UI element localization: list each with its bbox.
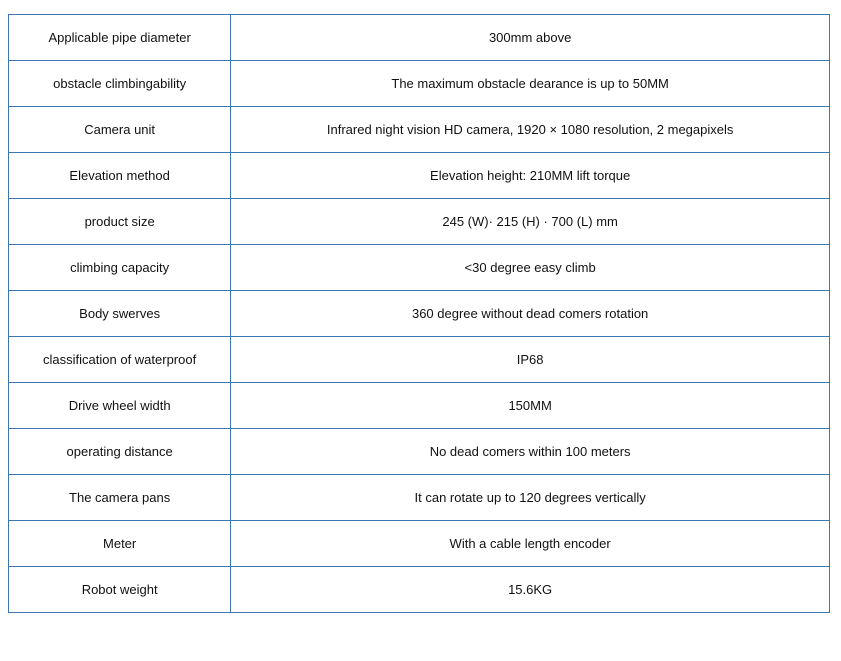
table-row: [9, 61, 830, 107]
spec-table: [8, 14, 830, 613]
table-row: [9, 383, 830, 429]
spec-value: 360 degree without dead comers rotation: [231, 291, 830, 337]
table-row: [9, 291, 830, 337]
spec-value: Elevation height: 210MM lift torque: [231, 153, 830, 199]
spec-value: 15.6KG: [231, 567, 830, 613]
spec-label: Robot weight: [9, 567, 231, 613]
table-row: [9, 15, 830, 61]
spec-label: product size: [9, 199, 231, 245]
spec-label: obstacle climbingability: [9, 61, 231, 107]
table-row: [9, 153, 830, 199]
spec-label: classification of waterproof: [9, 337, 231, 383]
spec-label: Body swerves: [9, 291, 231, 337]
spec-value: Infrared night vision HD camera, 1920 × 1080 resolution, 2 megapixels: [231, 107, 830, 153]
table-row: [9, 107, 830, 153]
spec-label: Elevation method: [9, 153, 231, 199]
spec-table-body: [9, 15, 830, 613]
spec-label: Meter: [9, 521, 231, 567]
spec-value: With a cable length encoder: [231, 521, 830, 567]
spec-label: Applicable pipe diameter: [9, 15, 231, 61]
spec-label: Drive wheel width: [9, 383, 231, 429]
spec-value: No dead comers within 100 meters: [231, 429, 830, 475]
table-row: [9, 337, 830, 383]
table-row: [9, 475, 830, 521]
spec-value: 300mm above: [231, 15, 830, 61]
spec-label: The camera pans: [9, 475, 231, 521]
spec-value: <30 degree easy climb: [231, 245, 830, 291]
table-row: [9, 567, 830, 613]
spec-label: Camera unit: [9, 107, 231, 153]
spec-label: climbing capacity: [9, 245, 231, 291]
spec-value: It can rotate up to 120 degrees vertically: [231, 475, 830, 521]
table-row: [9, 521, 830, 567]
table-row: [9, 429, 830, 475]
spec-value: 150MM: [231, 383, 830, 429]
table-row: [9, 245, 830, 291]
spec-label: operating distance: [9, 429, 231, 475]
spec-value: IP68: [231, 337, 830, 383]
spec-value: The maximum obstacle dearance is up to 50MM: [231, 61, 830, 107]
table-row: [9, 199, 830, 245]
spec-value: 245 (W)· 215 (H) · 700 (L) mm: [231, 199, 830, 245]
